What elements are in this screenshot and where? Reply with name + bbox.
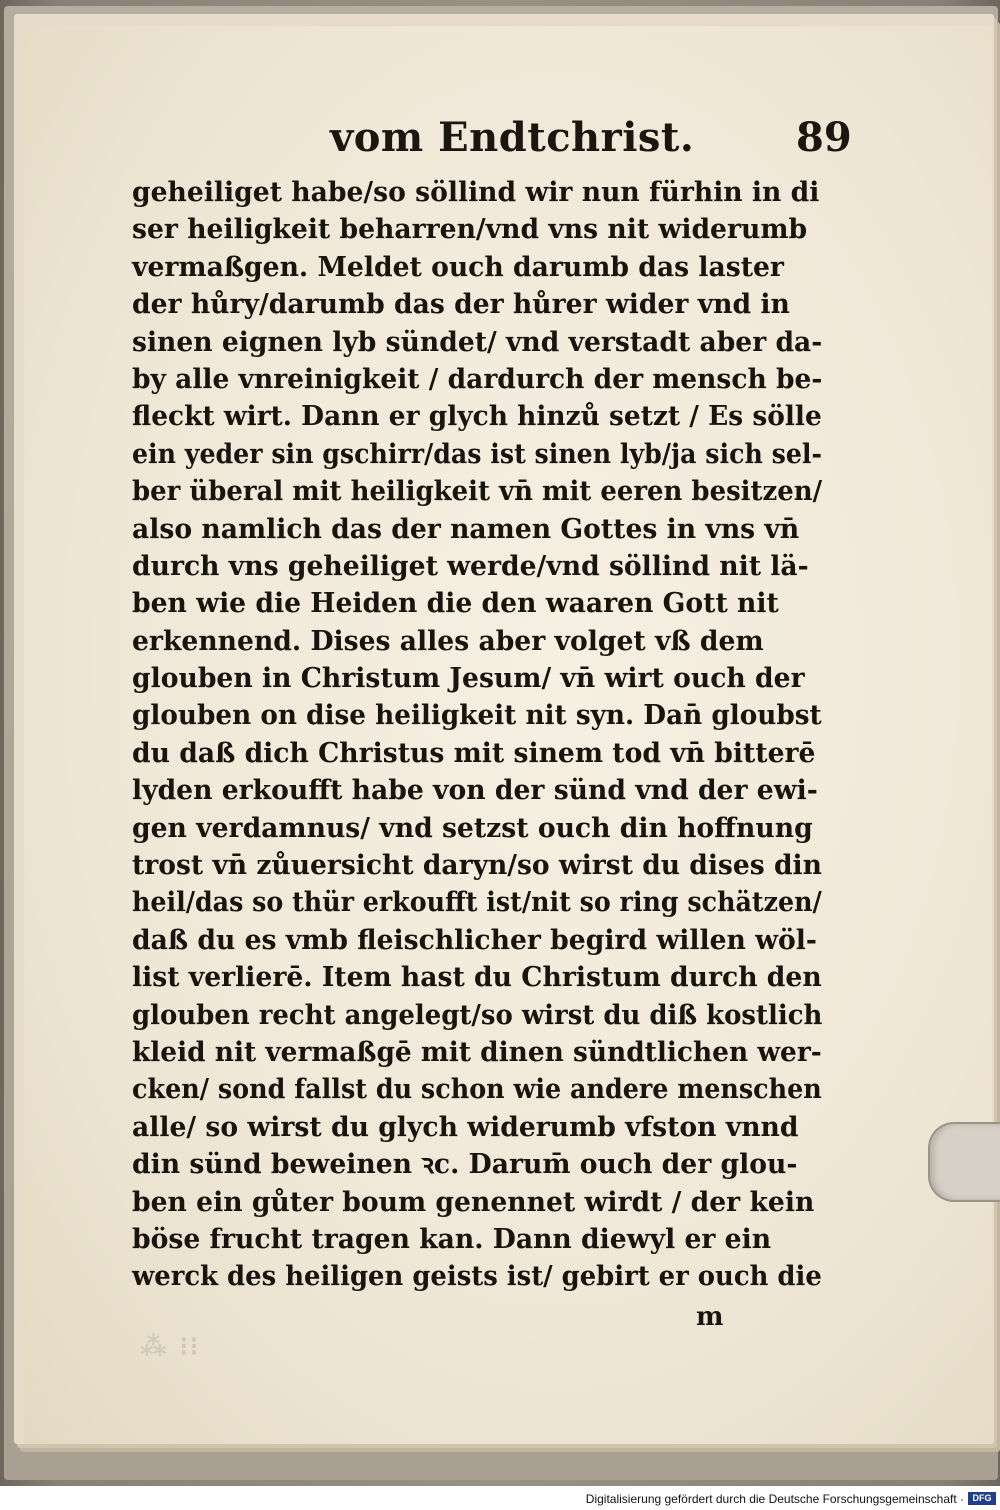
text-line: by alle vnreinigkeit / dardurch der mensch be-	[132, 363, 823, 395]
book-page	[24, 26, 992, 1444]
folio-number: 89	[796, 114, 852, 161]
text-line: din sünd beweinen ꝛc. Darum̄ ouch der glou-	[132, 1149, 798, 1181]
page-edges	[14, 14, 994, 1444]
catchword: m	[696, 1302, 724, 1332]
text-line: sinen eignen lyb sündet/ vnd verstadt aber da-	[132, 326, 823, 358]
text-line: fleckt wirt. Dann er glych hinzů setzt / Es sölle	[132, 401, 822, 433]
text-line: ber überal mit heiligkeit vn̄ mit eeren besitzen/	[132, 476, 823, 508]
funding-credit: Digitalisierung gefördert durch die Deutsche Forschungsgemeinschaft ·	[585, 1492, 964, 1506]
text-line: list verlierē. Item hast du Christum durch den	[132, 962, 822, 994]
text-line: erkennend. Dises alles aber volget vß dem	[132, 625, 764, 657]
text-line: also namlich das der namen Gottes in vns vn̄	[132, 513, 800, 545]
text-line: gen verdamnus/ vnd setzst ouch din hoffnung	[132, 812, 813, 844]
text-line: daß du es vmb fleischlicher begird willen wöl-	[132, 924, 817, 956]
book-clasp	[928, 1122, 1000, 1202]
text-line: du daß dich Christus mit sinem tod vn̄ bitterē	[132, 737, 816, 769]
text-line: vermaßgen. Meldet ouch darumb das laster	[132, 251, 784, 283]
library-stamp: ⁂ ⁝⁝	[140, 1332, 201, 1362]
text-line: kleid nit vermaßgē mit dinen sündtlichen wer-	[132, 1036, 822, 1068]
text-line: werck des heiligen geists ist/ gebirt er ouch die	[132, 1261, 822, 1293]
running-title: vom Endtchrist.	[330, 114, 695, 161]
text-line: glouben recht angelegt/so wirst du diß kostlich	[132, 999, 823, 1031]
text-line: ben ein gůter boum genennet wirdt / der kein	[132, 1186, 815, 1218]
text-line: cken/ sond fallst du schon wie andere menschen	[132, 1074, 822, 1106]
text-line: glouben in Christum Jesum/ vn̄ wirt ouch der	[132, 663, 805, 695]
text-line: glouben on dise heiligkeit nit syn. Dan̄ gloubst	[132, 700, 822, 732]
text-line: der hůry/darumb das der hůrer wider vnd in	[132, 289, 790, 321]
text-line: alle/ so wirst du glych widerumb vfston vnnd	[132, 1111, 799, 1143]
text-line: durch vns geheiliget werde/vnd söllind nit lä-	[132, 550, 809, 582]
text-line: ein yeder sin gschirr/das ist sinen lyb/ja sich sel-	[132, 438, 822, 470]
running-head	[24, 114, 992, 174]
dfg-logo: DFG	[968, 1492, 996, 1505]
text-line: ser heiligkeit beharren/vnd vns nit widerumb	[132, 214, 808, 246]
text-line: heil/das so thür erkoufft ist/nit so ring schätzen/	[132, 887, 822, 919]
text-line: geheiliget habe/so söllind wir nun fürhin in di	[132, 177, 820, 208]
text-line: ben wie die Heiden die den waaren Gott nit	[132, 588, 779, 620]
text-line: trost vn̄ zůuersicht daryn/so wirst du dises din	[132, 850, 822, 882]
text-line: böse frucht tragen kan. Dann diewyl er ein	[132, 1223, 772, 1255]
text-line: lyden erkoufft habe von der sünd vnd der ewi-	[132, 775, 818, 807]
text-block	[132, 174, 832, 1296]
